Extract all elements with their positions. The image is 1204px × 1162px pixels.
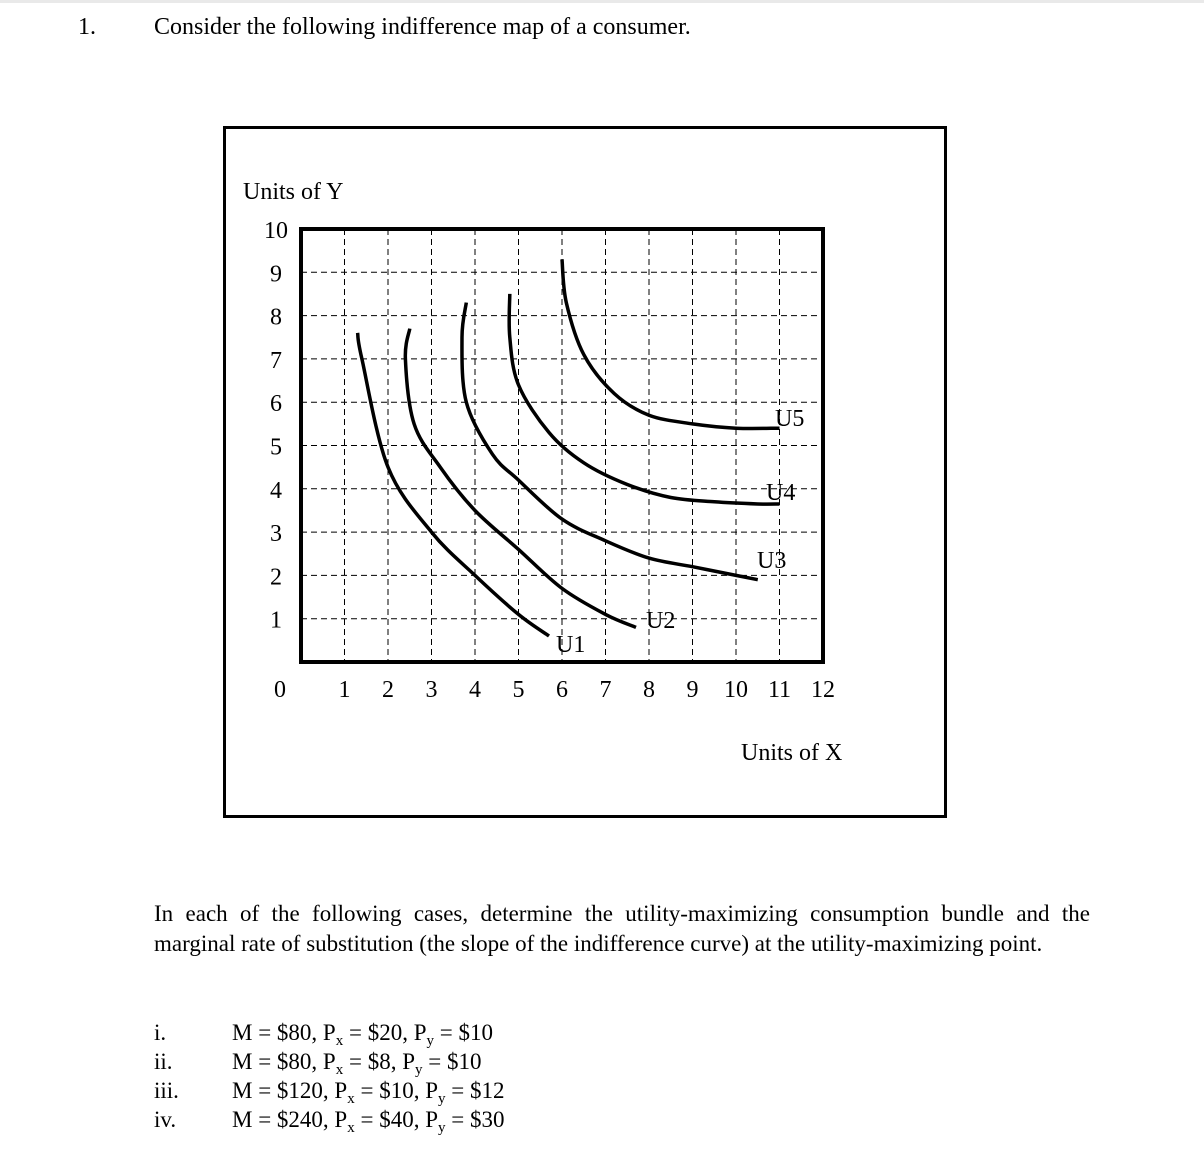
- y-tick-label: 7: [270, 347, 282, 374]
- case-equation: M = $80, $P_x$ = $20, $P_y$ = $10: [232, 1020, 493, 1049]
- curve-label-u2: U2: [646, 608, 676, 634]
- indifference-curve-u5: [562, 259, 780, 428]
- x-tick-label: 6: [556, 677, 568, 703]
- x-tick-label: 10: [724, 677, 748, 703]
- y-tick-label: 9: [270, 261, 282, 288]
- case-equation: M = $120, $P_x$ = $10, $P_y$ = $12: [232, 1078, 505, 1107]
- y-tick-label: 2: [270, 564, 282, 591]
- y-tick-label: 10: [264, 218, 288, 244]
- y-axis-label: Units of Y: [243, 179, 344, 205]
- case-equation: M = $240, $P_x$ = $40, $P_y$ = $30: [232, 1107, 505, 1136]
- x-tick-label: 11: [767, 677, 792, 703]
- instructions-paragraph: In each of the following cases, determine the utility-maximizing consumption bundle and the marginal rate of substitution (the slope of the indifference curve) at the utility-maximizing point.: [154, 901, 1090, 956]
- curve-label-u5: U5: [775, 406, 805, 432]
- case-numeral: iii.: [154, 1078, 179, 1103]
- question-text: Consider the following indifference map of a consumer.: [154, 14, 691, 40]
- indifference-curve-u4: [509, 294, 779, 504]
- x-axis-label: Units of X: [741, 740, 843, 766]
- x-tick-label: 2: [382, 677, 394, 703]
- indifference-curve-u2: [405, 329, 636, 628]
- x-tick-label: 9: [686, 677, 699, 703]
- y-tick-label: 5: [270, 434, 282, 461]
- question-number: 1.: [78, 14, 96, 40]
- x-tick-label: 3: [425, 677, 438, 703]
- case-equation: M = $80, $P_x$ = $8, $P_y$ = $10: [232, 1049, 482, 1078]
- x-tick-label: 8: [643, 677, 655, 703]
- y-tick-label: 4: [270, 477, 282, 504]
- x-tick-label: 5: [512, 677, 525, 703]
- x-tick-label: 12: [811, 677, 835, 703]
- x-tick-label: 7: [599, 677, 612, 703]
- case-numeral: ii.: [154, 1049, 173, 1074]
- y-tick-label: 8: [270, 304, 282, 331]
- curve-label-u3: U3: [757, 548, 787, 574]
- case-numeral: i.: [154, 1020, 167, 1045]
- case-numeral: iv.: [154, 1107, 177, 1132]
- curve-label-u4: U4: [766, 480, 796, 506]
- y-tick-label: 3: [270, 521, 282, 548]
- x-tick-label: 4: [469, 677, 481, 703]
- y-tick-label: 6: [270, 391, 282, 418]
- x-tick-label: 1: [338, 677, 351, 703]
- y-tick-label: 1: [270, 607, 282, 634]
- curve-label-u1: U1: [556, 632, 586, 658]
- x-tick-label: 0: [274, 677, 286, 703]
